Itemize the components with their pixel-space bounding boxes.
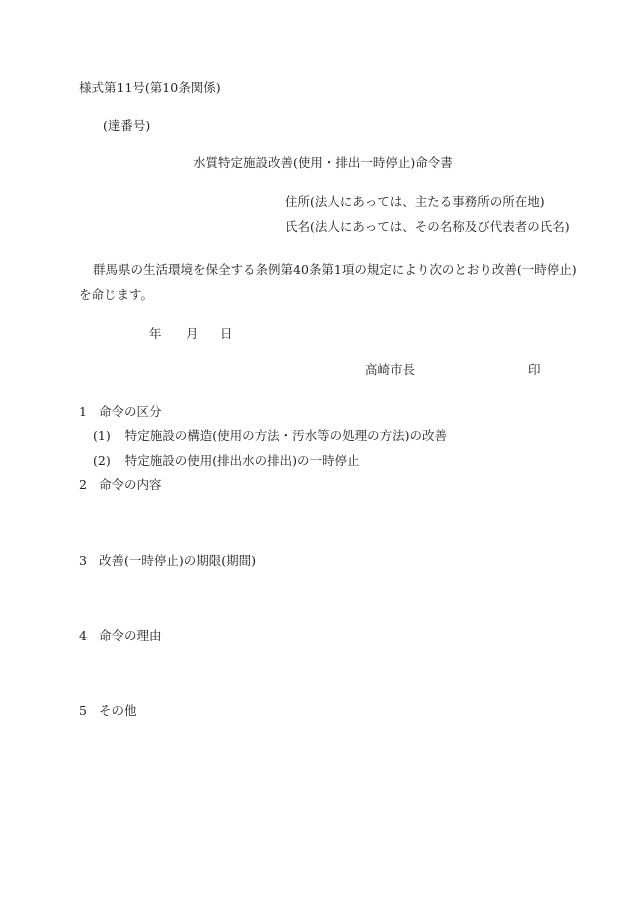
item-text: 特定施設の構造(使用の方法・汚水等の処理の方法)の改善: [124, 428, 447, 443]
section-heading-text: 改善(一時停止)の期限(期間): [98, 553, 256, 568]
form-number: 様式第11号(第10条関係): [79, 80, 221, 95]
section-1-heading: [79, 406, 161, 419]
seal-mark: 印: [528, 362, 541, 377]
section-number: 1: [79, 404, 87, 419]
section-number: 2: [79, 477, 87, 492]
date-year-label: 年: [149, 326, 162, 341]
section-3-heading: [79, 555, 256, 568]
reference-number: (達番号): [103, 118, 151, 133]
section-4-heading: [79, 630, 161, 643]
recipient-name-label: 氏名(法人にあっては、その名称及び代表者の氏名): [285, 219, 570, 234]
section-heading-text: 命令の内容: [98, 477, 162, 492]
section-1-item-2: [93, 455, 359, 468]
date-month-label: 月: [186, 326, 199, 341]
section-heading-text: その他: [98, 703, 137, 718]
issuer-name: 高崎市長: [365, 362, 416, 377]
item-text: 特定施設の使用(排出水の排出)の一時停止: [124, 453, 360, 468]
section-number: 3: [79, 553, 87, 568]
body-text-line-1: 群馬県の生活環境を保全する条例第40条第1項の規定により次のとおり改善(一時停止): [93, 262, 577, 277]
date-day-label: 日: [220, 326, 233, 341]
section-number: 5: [79, 703, 87, 718]
section-number: 4: [79, 628, 87, 643]
section-heading-text: 命令の区分: [98, 404, 162, 419]
item-number: (1): [93, 428, 111, 443]
recipient-address-label: 住所(法人にあっては、主たる事務所の所在地): [285, 194, 545, 209]
body-text-line-2: を命じます。: [79, 287, 154, 302]
section-2-heading: [79, 479, 161, 492]
document-title: 水質特定施設改善(使用・排出一時停止)命令書: [193, 155, 453, 170]
item-number: (2): [93, 453, 111, 468]
section-1-item-1: [93, 430, 447, 443]
section-5-heading: [79, 705, 136, 718]
section-heading-text: 命令の理由: [98, 628, 162, 643]
